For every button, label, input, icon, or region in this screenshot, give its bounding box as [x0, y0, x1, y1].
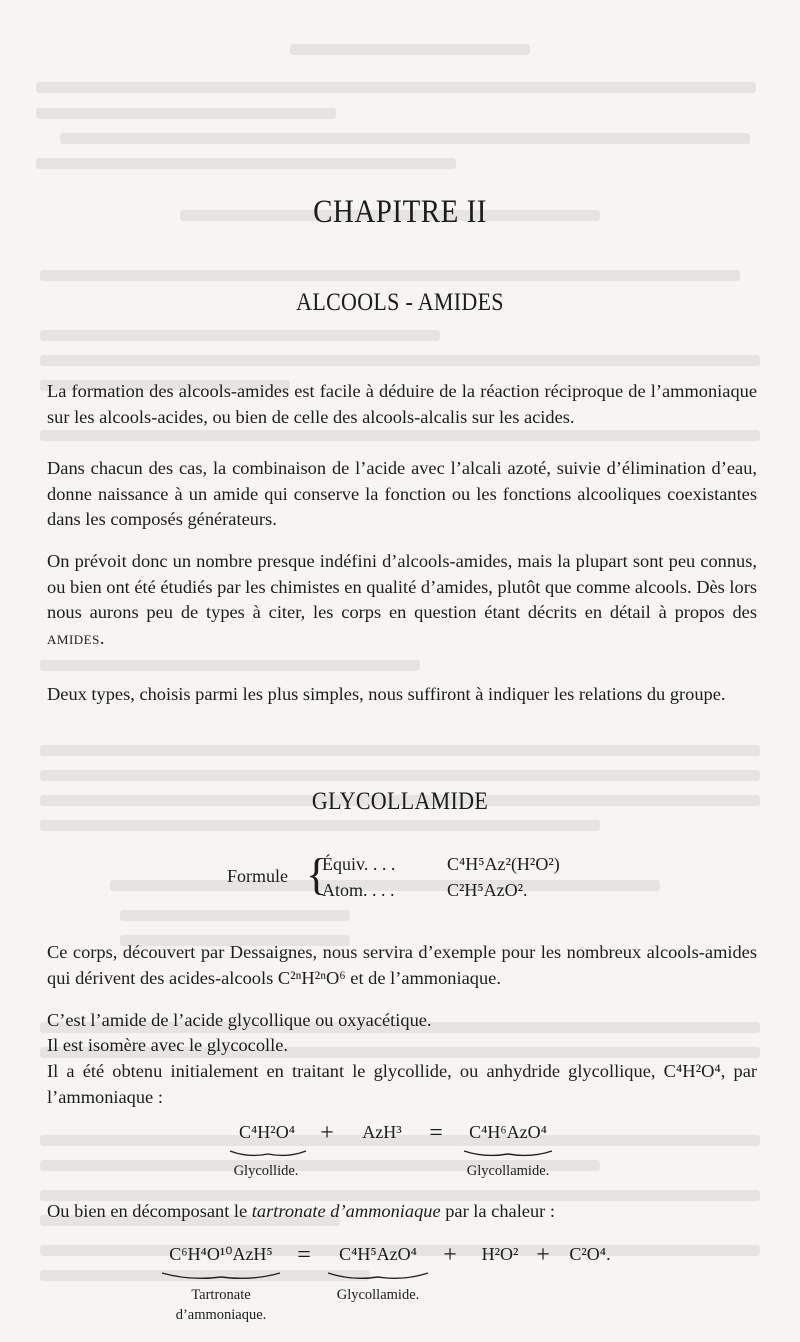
eq1-equals: =	[429, 1120, 443, 1146]
eq1-plus: +	[320, 1120, 334, 1146]
formula-row-equiv: Équiv. . . . C⁴H⁵Az²(H²O²)	[322, 854, 560, 874]
intro-paragraph-2: Dans chacun des cas, la combinaison de l’acide avec l’alcali azoté, suivie d’élimination d’eau, donne naissance à un amide qui conserve la fonction ou les fonctions alcooliques coexistantes dans les composés générateurs.	[47, 458, 757, 530]
equation-glycollide	[0, 1122, 800, 1186]
eq2-plus-2: +	[536, 1242, 550, 1268]
glycollamide-paragraph-2: C’est l’amide de l’acide glycollique ou oxyacétique.	[47, 1010, 432, 1030]
eq2-plus-1: +	[443, 1242, 457, 1268]
eq1-glycollamide-formula: C⁴H⁶AzO⁴	[469, 1122, 547, 1142]
glycollamide-paragraph-3: Il est isomère avec le glycocolle.	[47, 1035, 289, 1055]
formula-row-atom: Atom. . . . C²H⁵AzO².	[322, 880, 528, 900]
brace-symbol: {	[306, 850, 328, 899]
eq1-glycollide-formula: C⁴H²O⁴	[239, 1122, 295, 1142]
eq1-label-glycollide: Glycollide.	[233, 1163, 299, 1179]
glycollamide-title: GLYCOLLAMIDE	[311, 786, 489, 815]
formula-label: Formule	[227, 866, 288, 886]
glycollamide-paragraph-5: Ou bien en décomposant le tartronate d’ammoniaque par la chaleur :	[47, 1201, 555, 1221]
eq2-glycollamide-formula: C⁴H⁵AzO⁴	[339, 1244, 417, 1264]
intro-paragraph-4: Deux types, choisis parmi les plus simples, nous suffiront à indiquer les relations du groupe.	[47, 684, 726, 704]
amides-reference: amides	[47, 627, 100, 648]
eq2-label-glycollamide: Glycollamide.	[336, 1287, 420, 1303]
eq2-underbrace-2	[326, 1271, 430, 1283]
eq2-underbrace-1	[160, 1271, 282, 1283]
glycollamide-paragraph-1: Ce corps, découvert par Dessaignes, nous servira d’exemple pour les nombreux alcools-amides qui dérivent des acides-alcools C²ⁿH²ⁿO⁶ et de l’ammoniaque.	[47, 942, 757, 988]
eq2-tartronate-formula: C⁶H⁴O¹⁰AzH⁵	[169, 1244, 273, 1264]
eq1-label-glycollamide: Glycollamide.	[466, 1163, 550, 1179]
formula-block	[227, 848, 627, 906]
eq1-underbrace-2	[462, 1149, 554, 1159]
eq2-label-ammoniaque: d’ammoniaque.	[175, 1307, 267, 1323]
glycollamide-paragraph-4: Il a été obtenu initialement en traitant le glycollide, ou anhydride glycollique, C⁴H²O⁴, par l’ammoniaque :	[47, 1061, 757, 1107]
eq1-ammonia-formula: AzH³	[362, 1122, 402, 1142]
eq2-equals: =	[297, 1242, 311, 1268]
eq2-carbon-formula: C²O⁴.	[569, 1244, 611, 1264]
eq2-water-formula: H²O²	[481, 1244, 519, 1264]
eq2-label-tartronate: Tartronate	[191, 1287, 251, 1303]
intro-paragraph-3: On prévoit donc un nombre presque indéfini d’alcools-amides, mais la plupart sont peu connus, ou bien ont été étudiés par les chimistes en qualité d’amides, plutôt que comme alcools. Dès lors nous aurons peu de types à citer, les corps en question étant décrits en détail à propos des amides.	[47, 551, 757, 648]
section-title: ALCOOLS - AMIDES	[296, 287, 504, 316]
eq1-underbrace-1	[228, 1149, 308, 1159]
tartronate-term: tartronate d’ammoniaque	[251, 1201, 441, 1221]
chapter-title: CHAPITRE II	[313, 194, 487, 230]
intro-paragraph-1: La formation des alcools-amides est facile à déduire de la réaction réciproque de l’ammoniaque sur les alcools-acides, ou bien de celle des alcools-alcalis sur les acides.	[47, 381, 757, 427]
equation-tartronate	[0, 1244, 800, 1336]
